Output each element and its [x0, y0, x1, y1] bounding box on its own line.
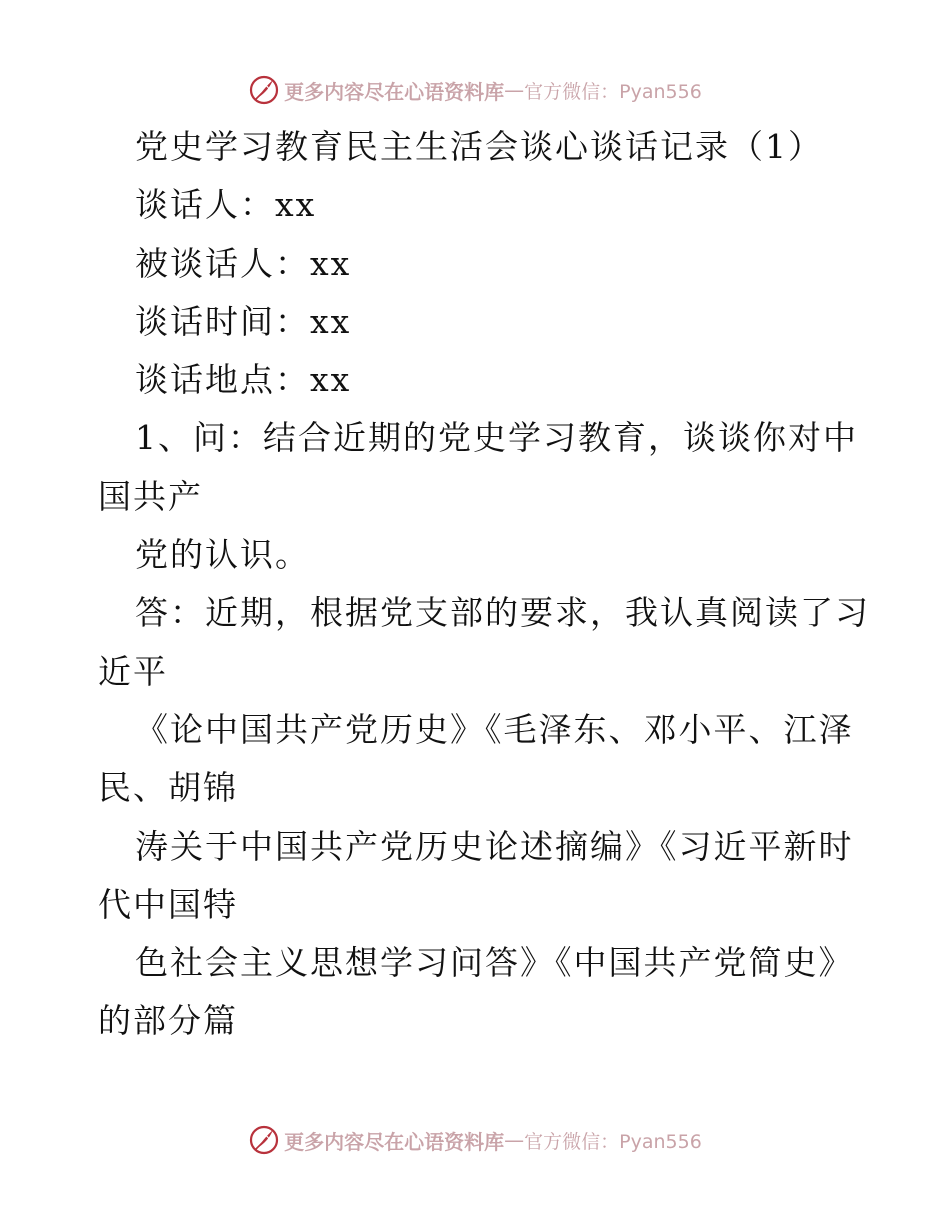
banner-wechat: 官方微信：Pyan556 [524, 1130, 702, 1153]
field-location: 谈话地点：xx [135, 360, 352, 400]
banner-separator: — [504, 1128, 525, 1152]
question-line: 1、问：结合近期的党史学习教育，谈谈你对中 [135, 418, 858, 458]
field-interviewer: 谈话人：xx [135, 185, 317, 225]
quill-logo-icon [248, 1124, 280, 1156]
banner-title: 更多内容尽在心语资料库 [284, 79, 505, 104]
header-banner [0, 70, 950, 110]
document-body [98, 118, 870, 1051]
document-title: 党史学习教育民主生活会谈心谈话记录（1） [135, 127, 823, 166]
field-time: 谈话时间：xx [135, 301, 352, 341]
banner-separator: — [504, 78, 525, 102]
answer-line-wrap: 的部分篇 [98, 1001, 238, 1041]
answer-line: 色社会主义思想学习问答》《中国共产党简史》 [135, 943, 854, 983]
answer-line-wrap: 代中国特 [98, 884, 238, 924]
banner-wechat: 官方微信：Pyan556 [524, 80, 702, 103]
question-line: 党的认识。 [135, 535, 310, 575]
footer-banner [0, 1120, 950, 1160]
answer-line-wrap: 民、胡锦 [98, 768, 238, 808]
banner-title: 更多内容尽在心语资料库 [284, 1129, 505, 1154]
answer-line-wrap: 近平 [98, 651, 168, 691]
field-interviewee: 被谈话人：xx [135, 243, 352, 283]
quill-logo-icon [248, 74, 280, 106]
answer-line: 答：近期，根据党支部的要求，我认真阅读了习 [135, 593, 870, 633]
answer-line: 涛关于中国共产党历史论述摘编》《习近平新时 [135, 826, 854, 866]
question-line-wrap: 国共产 [98, 476, 203, 516]
answer-line: 《论中国共产党历史》《毛泽东、邓小平、江泽 [135, 709, 854, 749]
